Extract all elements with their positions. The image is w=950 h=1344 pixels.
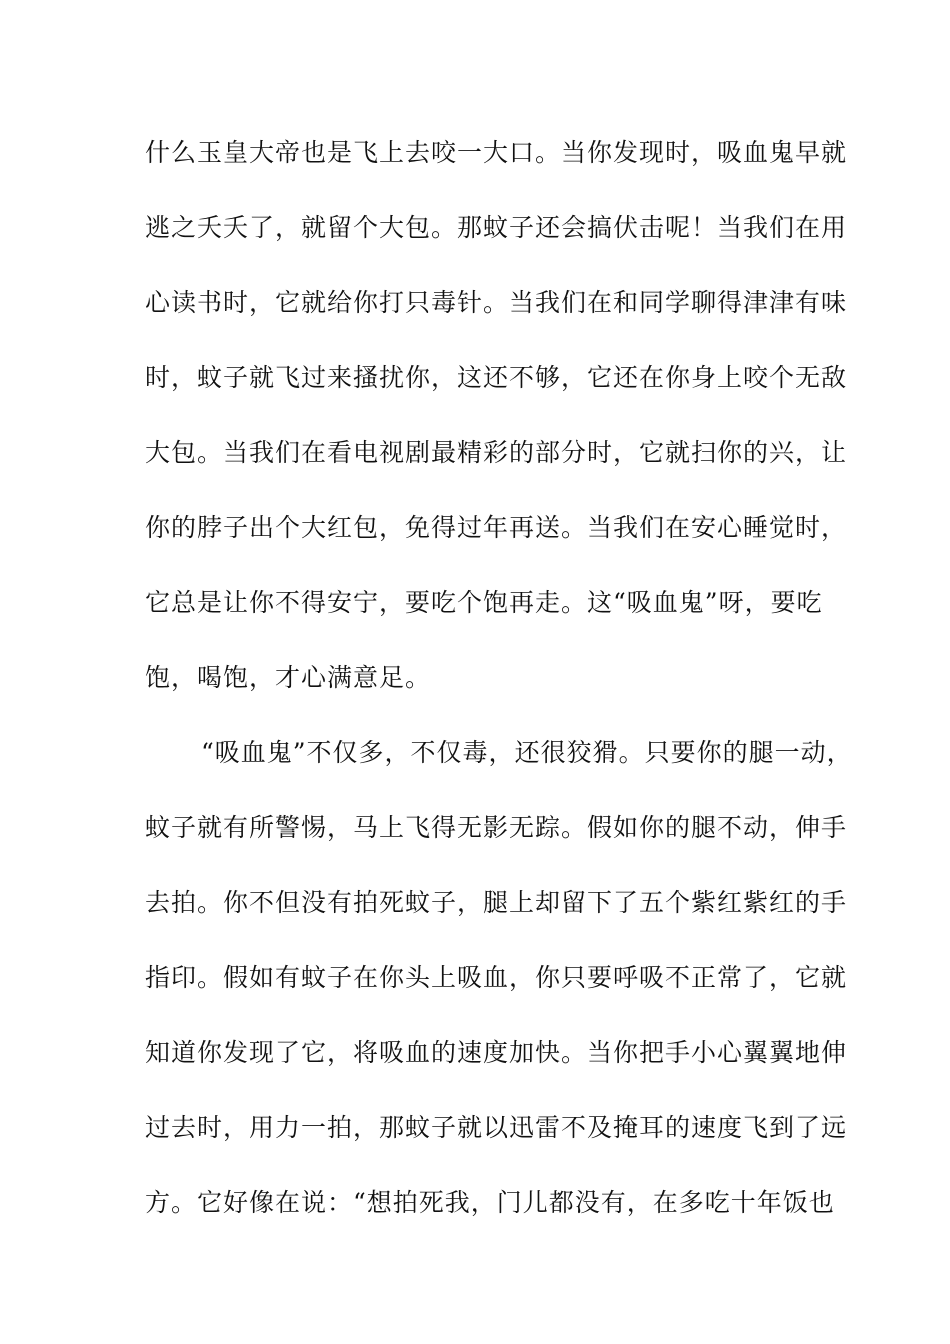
text-line: 大包。当我们在看电视剧最精彩的部分时，它就扫你的兴，让 <box>145 438 848 467</box>
text-line: 时，蚊子就飞过来搔扰你，这还不够，它还在你身上咬个无敌 <box>145 363 848 392</box>
text-line: 心读书时，它就给你打只毒针。当我们在和同学聊得津津有味 <box>145 288 848 317</box>
paragraph-1 <box>145 130 848 730</box>
text-line: 蚊子就有所警惕，马上飞得无影无踪。假如你的腿不动，伸手 <box>145 813 848 842</box>
text-line: 你的脖子出个大红包，免得过年再送。当我们在安心睡觉时， <box>145 513 848 542</box>
text-line: 它总是让你不得安宁，要吃个饱再走。这“吸血鬼”呀，要吃 <box>145 588 823 617</box>
text-line: 过去时，用力一拍，那蚊子就以迅雷不及掩耳的速度飞到了远 <box>145 1113 848 1142</box>
text-line: 方。它好像在说：“想拍死我，门儿都没有，在多吃十年饭也 <box>145 1188 835 1217</box>
text-line: 什么玉皇大帝也是飞上去咬一大口。当你发现时，吸血鬼早就 <box>145 138 848 167</box>
text-line: 饱，喝饱，才心满意足。 <box>145 663 432 692</box>
text-line: 逃之夭夭了，就留个大包。那蚊子还会搞伏击呢！当我们在用 <box>145 213 848 242</box>
document-body <box>145 130 853 1255</box>
text-line: 指印。假如有蚊子在你头上吸血，你只要呼吸不正常了，它就 <box>145 963 848 992</box>
text-line: 知道你发现了它，将吸血的速度加快。当你把手小心翼翼地伸 <box>145 1038 848 1067</box>
paragraph-2 <box>145 730 853 1255</box>
text-line-indented: “吸血鬼”不仅多，不仅毒，还很狡猾。只要你的腿一动， <box>201 738 853 767</box>
text-line: 去拍。你不但没有拍死蚊子，腿上却留下了五个紫红紫红的手 <box>145 888 848 917</box>
